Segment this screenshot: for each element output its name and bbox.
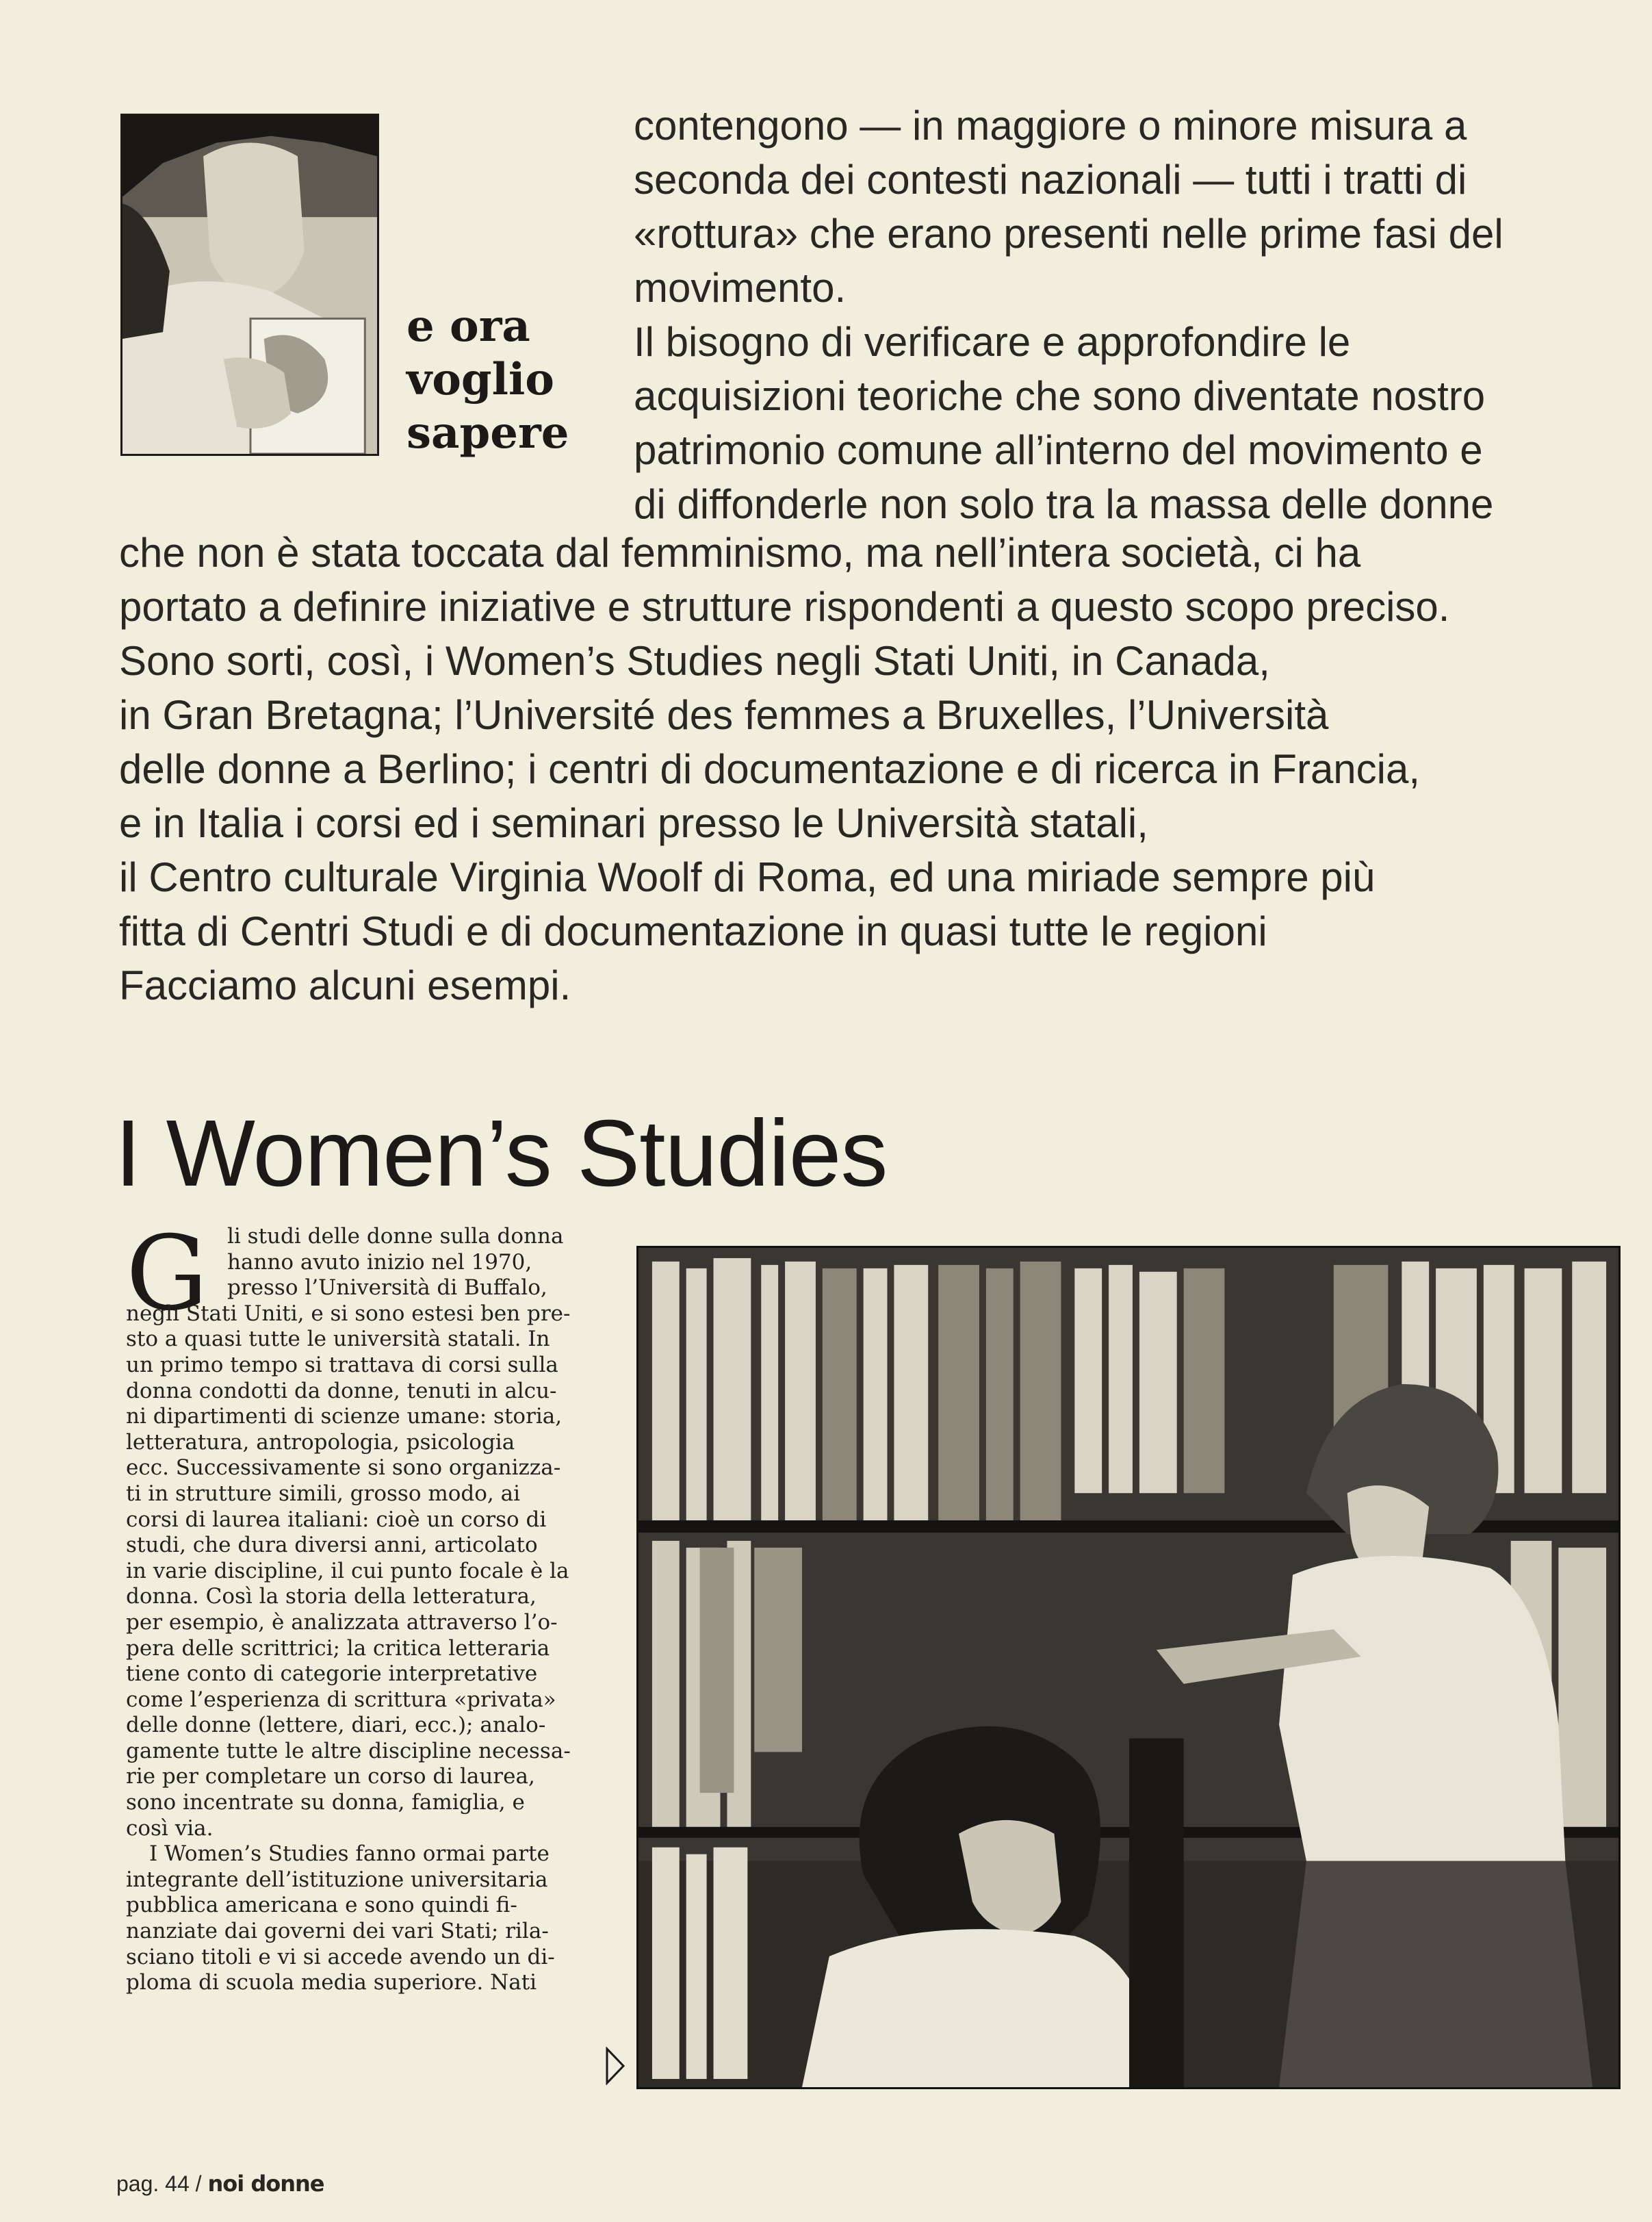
intro-line: «rottura» che erano presenti nelle prime fasi del: [634, 211, 1503, 257]
body-line: nanziate dai governi dei vari Stati; rila-: [126, 1919, 549, 1944]
intro-line: patrimonio comune all’interno del movimento e: [634, 427, 1483, 473]
page-number: pag. 44 /: [116, 2171, 202, 2196]
intro-line: contengono — in maggiore o minore misura a: [634, 103, 1467, 149]
body-line: hanno avuto inizio nel 1970,: [227, 1249, 532, 1275]
body-line: come l’esperienza di scrittura «privata»: [126, 1687, 556, 1712]
magazine-name: noi donne: [207, 2171, 324, 2197]
intro-line: che non è stata toccata dal femminismo, ma nell’intera società, ci ha: [119, 530, 1361, 576]
body-line: negli Stati Uniti, e si sono estesi ben pre-: [126, 1301, 571, 1326]
body-line: li studi delle donne sulla donna: [227, 1224, 564, 1249]
intro-line: il Centro culturale Virginia Woolf di Roma, ed una miriade sempre più: [119, 854, 1376, 900]
intro-line: in Gran Bretagna; l’Université des femmes a Bruxelles, l’Università: [119, 692, 1329, 738]
drop-cap: G: [126, 1214, 208, 1333]
intro-text-top: [634, 99, 1503, 531]
body-line: donna condotti da donne, tenuti in alcu-: [126, 1378, 557, 1403]
kicker-line: sapere: [406, 407, 569, 459]
body-line: rie per completare un corso di laurea,: [126, 1764, 535, 1789]
body-line: donna. Così la storia della letteratura,: [126, 1584, 537, 1609]
body-line: in varie discipline, il cui punto focale è la: [126, 1558, 569, 1583]
body-line: sciano titoli e vi si accede avendo un di-: [126, 1944, 555, 1969]
page-footer: [116, 2170, 324, 2197]
intro-line: acquisizioni teoriche che sono diventate nostro: [634, 373, 1486, 419]
intro-text-bottom: [119, 526, 1449, 1012]
intro-line: di diffonderle non solo tra la massa delle donne: [634, 481, 1494, 527]
body-line: pera delle scrittrici; la critica letteraria: [126, 1635, 550, 1661]
body-line: corsi di laurea italiani: cioè un corso di: [126, 1507, 547, 1532]
article-body: [126, 1214, 619, 1996]
article-headline: I Women’s Studies: [115, 1101, 888, 1206]
portrait-photo: [120, 114, 379, 456]
body-line: pubblica americana e sono quindi fi-: [126, 1893, 517, 1918]
body-line: tiene conto di categorie interpretative: [126, 1661, 538, 1687]
intro-line: Il bisogno di verificare e approfondire le: [634, 319, 1351, 365]
body-line: gamente tutte le altre discipline necessa-: [126, 1738, 571, 1763]
body-line: così via.: [126, 1815, 214, 1841]
body-line: ti in strutture simili, grosso modo, ai: [126, 1481, 521, 1506]
intro-line: portato a definire iniziative e strutture rispondenti a questo scopo preciso.: [119, 584, 1450, 630]
body-line: integrante dell’istituzione universitaria: [126, 1867, 548, 1892]
body-line: I Women’s Studies fanno ormai parte: [149, 1841, 550, 1867]
section-kicker: [406, 300, 569, 460]
body-line: ploma di scuola media superiore. Nati: [126, 1970, 537, 1995]
kicker-line: voglio: [406, 354, 554, 405]
body-line: sono incentrate su donna, famiglia, e: [126, 1790, 525, 1815]
body-line: delle donne (lettere, diari, ecc.); analo-: [126, 1713, 546, 1738]
intro-line: seconda dei contesti nazionali — tutti i tratti di: [634, 157, 1467, 203]
body-line: letteratura, antropologia, psicologia: [126, 1429, 515, 1455]
intro-line: Facciamo alcuni esempi.: [119, 962, 571, 1008]
body-line: presso l’Università di Buffalo,: [227, 1275, 547, 1301]
intro-line: Sono sorti, così, i Women’s Studies negli Stati Uniti, in Canada,: [119, 638, 1270, 684]
body-line: ni dipartimenti di scienze umane: storia,: [126, 1404, 563, 1429]
intro-line: movimento.: [634, 265, 847, 311]
body-line: un primo tempo si trattava di corsi sulla: [126, 1352, 558, 1377]
library-photo: [636, 1246, 1621, 2089]
intro-line: fitta di Centri Studi e di documentazione in quasi tutte le regioni: [119, 908, 1267, 954]
body-line: sto a quasi tutte le università statali. In: [126, 1327, 550, 1352]
body-line: per esempio, è analizzata attraverso l’o-: [126, 1609, 558, 1635]
intro-line: e in Italia i corsi ed i seminari presso le Università statali,: [119, 800, 1148, 846]
body-line: ecc. Successivamente si sono organizza-: [126, 1455, 561, 1481]
body-line: studi, che dura diversi anni, articolato: [126, 1533, 538, 1558]
continue-arrow-icon: [605, 2047, 625, 2085]
kicker-line: e ora: [406, 301, 530, 352]
intro-line: delle donne a Berlino; i centri di documentazione e di ricerca in Francia,: [119, 746, 1421, 792]
